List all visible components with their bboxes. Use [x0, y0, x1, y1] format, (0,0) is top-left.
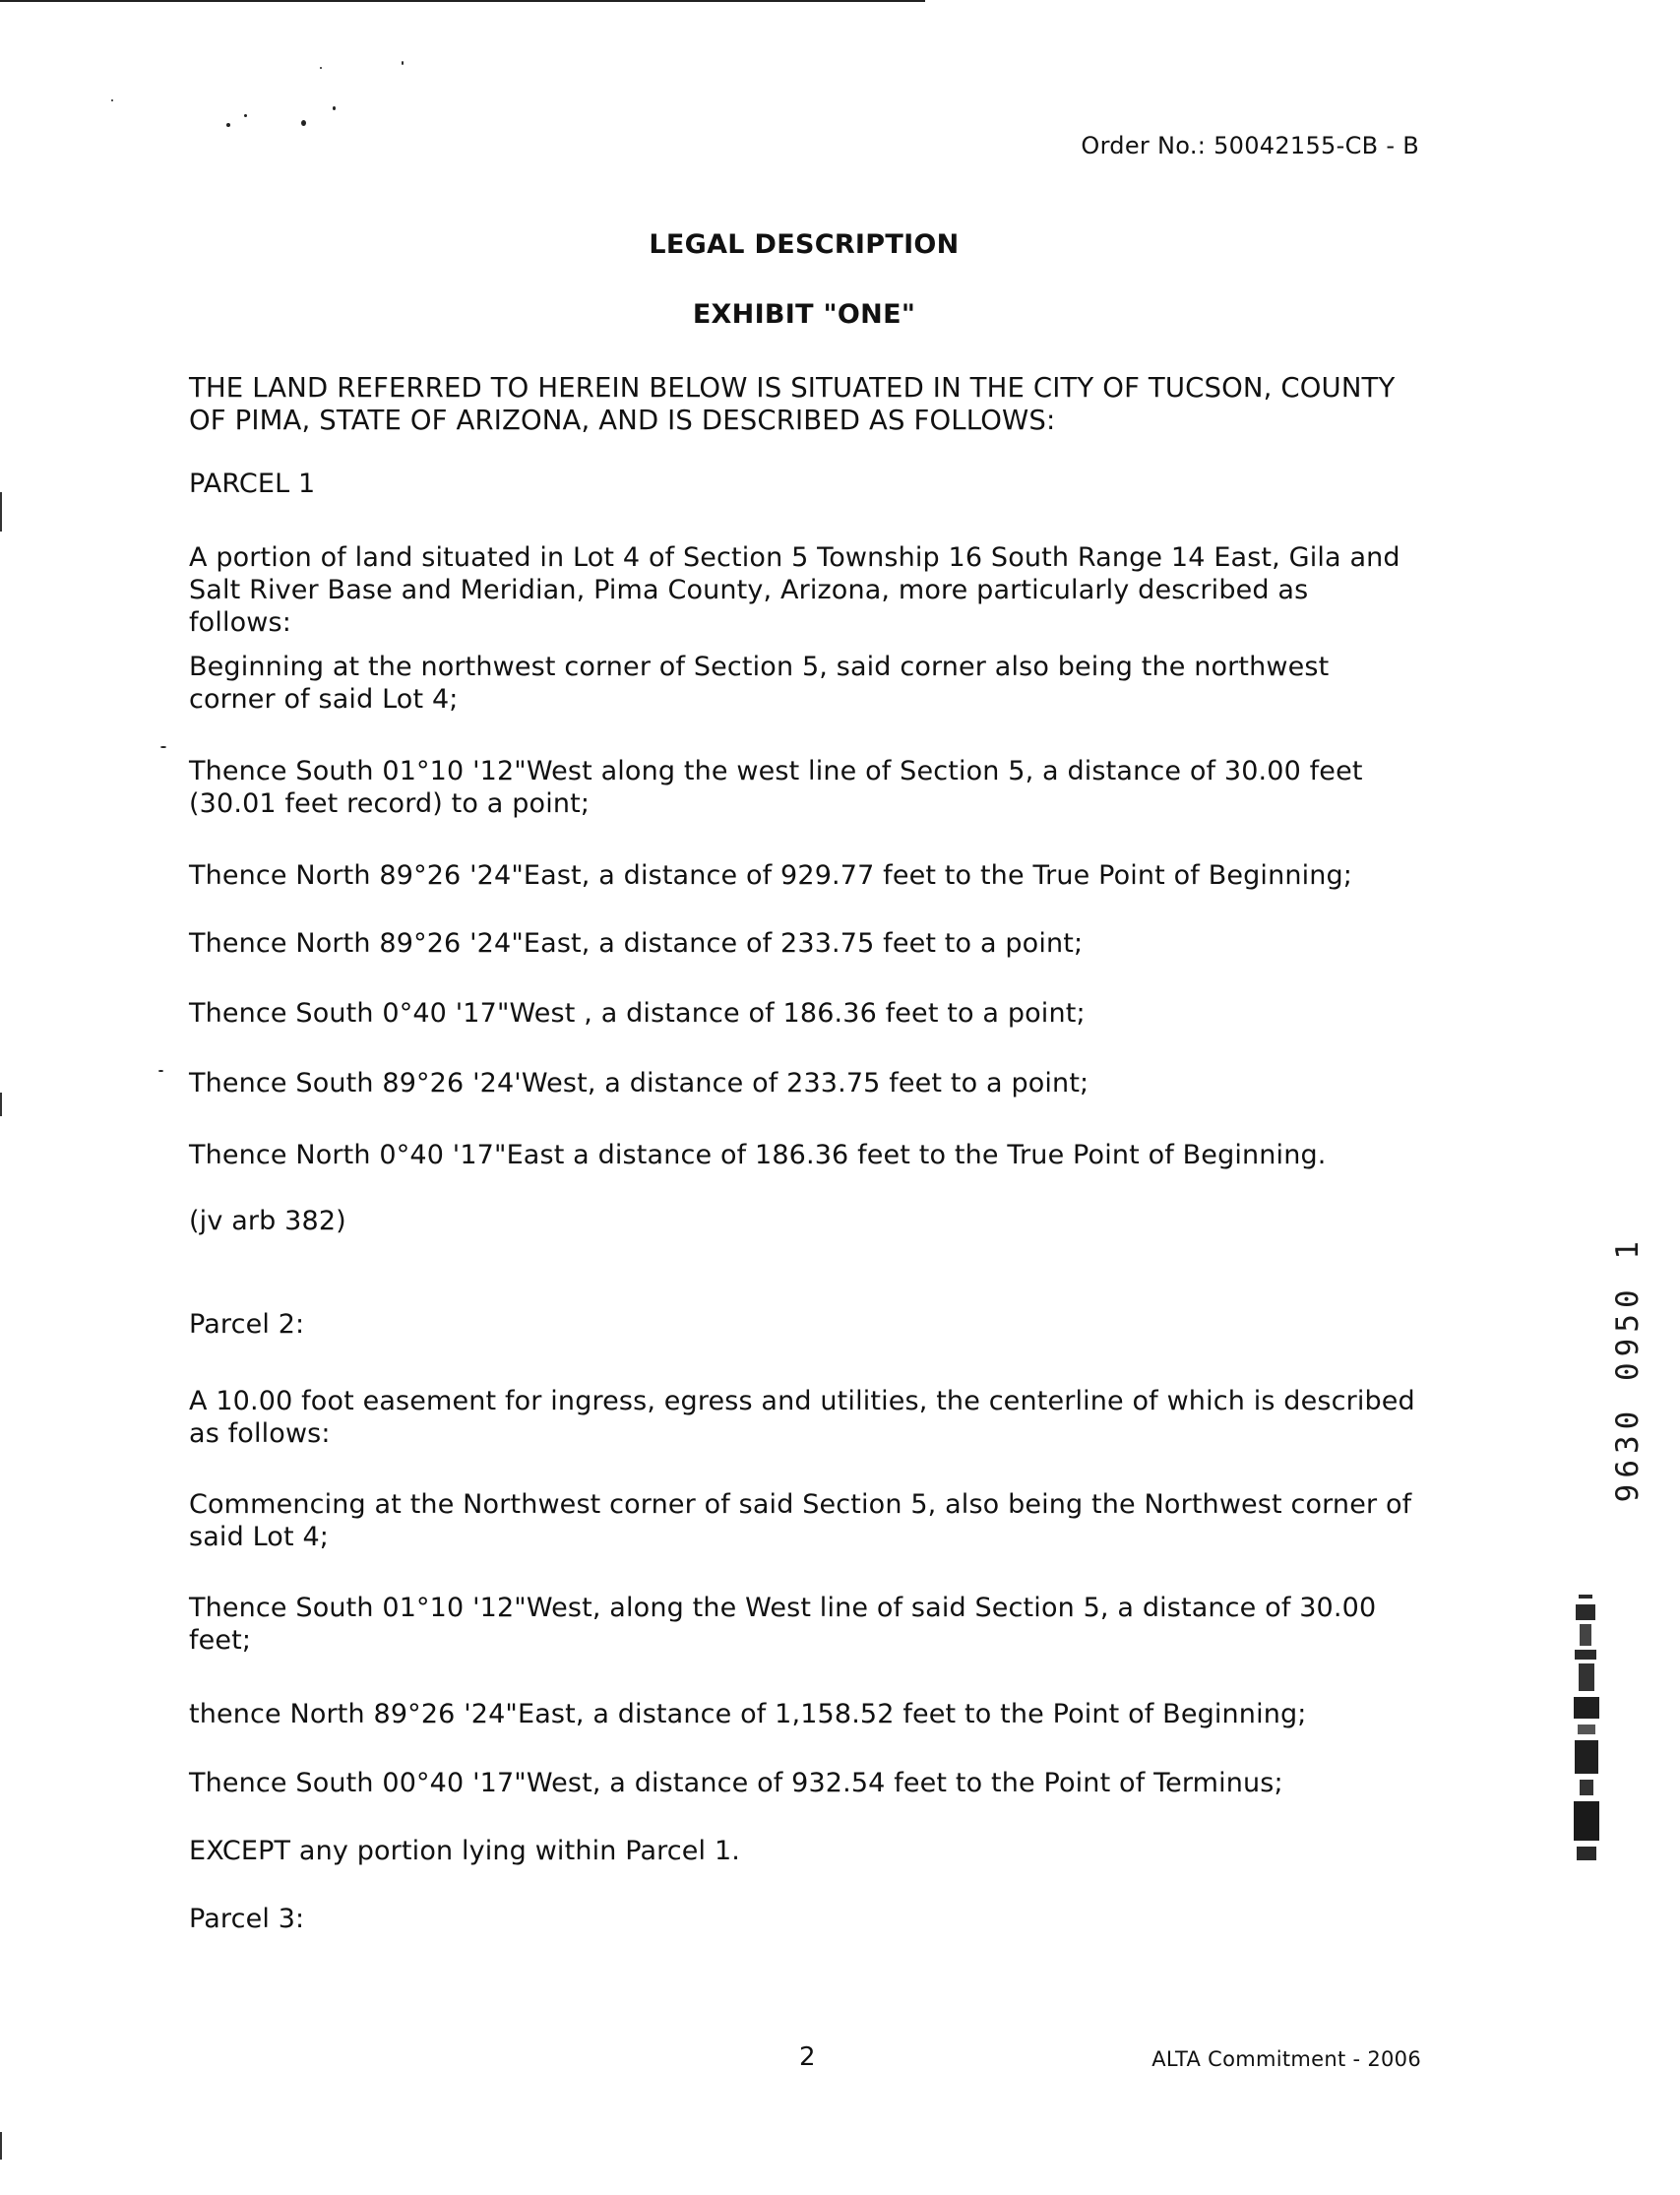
intro-paragraph: THE LAND REFERRED TO HEREIN BELOW IS SITUATED IN THE CITY OF TUCSON, COUNTY OF PIMA, STATE OF ARIZONA, AND IS DESCRIBED AS FOLLOWS:	[189, 372, 1396, 436]
scan-speck	[226, 123, 230, 127]
recording-stamp-mark	[1571, 1595, 1604, 1865]
document-title: LEGAL DESCRIPTION	[649, 229, 960, 260]
scan-speck	[160, 746, 166, 748]
form-name: ALTA Commitment - 2006	[1151, 2047, 1421, 2071]
exhibit-label: EXHIBIT "ONE"	[692, 299, 916, 330]
scan-speck	[333, 106, 336, 110]
legal-paragraph: A 10.00 foot easement for ingress, egress and utilities, the centerline of which is described as follows:	[189, 1386, 1415, 1449]
parcel-2-heading: Parcel 2:	[189, 1309, 305, 1340]
recording-stamp-number: 9630 0950 1	[1610, 1235, 1646, 1503]
legal-paragraph: Thence South 0°40 '17"West , a distance of 186.36 feet to a point;	[189, 998, 1086, 1029]
legal-paragraph: Thence South 01°10 '12"West, along the West line of said Section 5, a distance of 30.00 feet;	[189, 1593, 1377, 1656]
page-number: 2	[799, 2042, 816, 2072]
except-clause: EXCEPT any portion lying within Parcel 1.	[189, 1836, 741, 1866]
legal-paragraph: Beginning at the northwest corner of Section 5, said corner also being the northwest corner of said Lot 4;	[189, 652, 1330, 715]
left-scan-mark	[0, 1093, 2, 1116]
record-reference: (jv arb 382)	[189, 1206, 346, 1236]
left-scan-mark	[0, 492, 2, 532]
left-scan-mark	[0, 2132, 2, 2160]
scan-speck	[320, 67, 322, 69]
legal-paragraph: thence North 89°26 '24"East, a distance of 1,158.52 feet to the Point of Beginning;	[189, 1699, 1307, 1729]
parcel-1-heading: PARCEL 1	[189, 469, 316, 499]
legal-paragraph: Thence South 00°40 '17"West, a distance of 932.54 feet to the Point of Terminus;	[189, 1768, 1283, 1798]
legal-paragraph: Thence South 01°10 '12"West along the west line of Section 5, a distance of 30.00 feet (30.01 feet record) to a point;	[189, 756, 1363, 819]
scan-speck	[158, 1070, 163, 1072]
scan-speck	[402, 61, 404, 65]
legal-paragraph: Thence North 89°26 '24"East, a distance of 929.77 feet to the True Point of Beginning;	[189, 860, 1353, 891]
legal-paragraph: Thence North 89°26 '24"East, a distance of 233.75 feet to a point;	[189, 928, 1084, 959]
legal-paragraph: Commencing at the Northwest corner of said Section 5, also being the Northwest corner of said Lot 4;	[189, 1489, 1412, 1552]
parcel-3-heading: Parcel 3:	[189, 1904, 305, 1934]
top-scan-rule	[0, 0, 925, 2]
legal-paragraph: Thence South 89°26 '24'West, a distance of 233.75 feet to a point;	[189, 1068, 1089, 1098]
scan-speck	[301, 120, 306, 126]
scan-speck	[244, 114, 247, 117]
legal-paragraph: A portion of land situated in Lot 4 of Section 5 Township 16 South Range 14 East, Gila and Salt River Base and Meridian, Pima County, Arizona, more particularly described as follows:	[189, 542, 1400, 638]
scan-speck	[111, 99, 113, 101]
order-number: Order No.: 50042155-CB - B	[1081, 132, 1419, 159]
legal-paragraph: Thence North 0°40 '17"East a distance of 186.36 feet to the True Point of Beginning.	[189, 1140, 1327, 1170]
